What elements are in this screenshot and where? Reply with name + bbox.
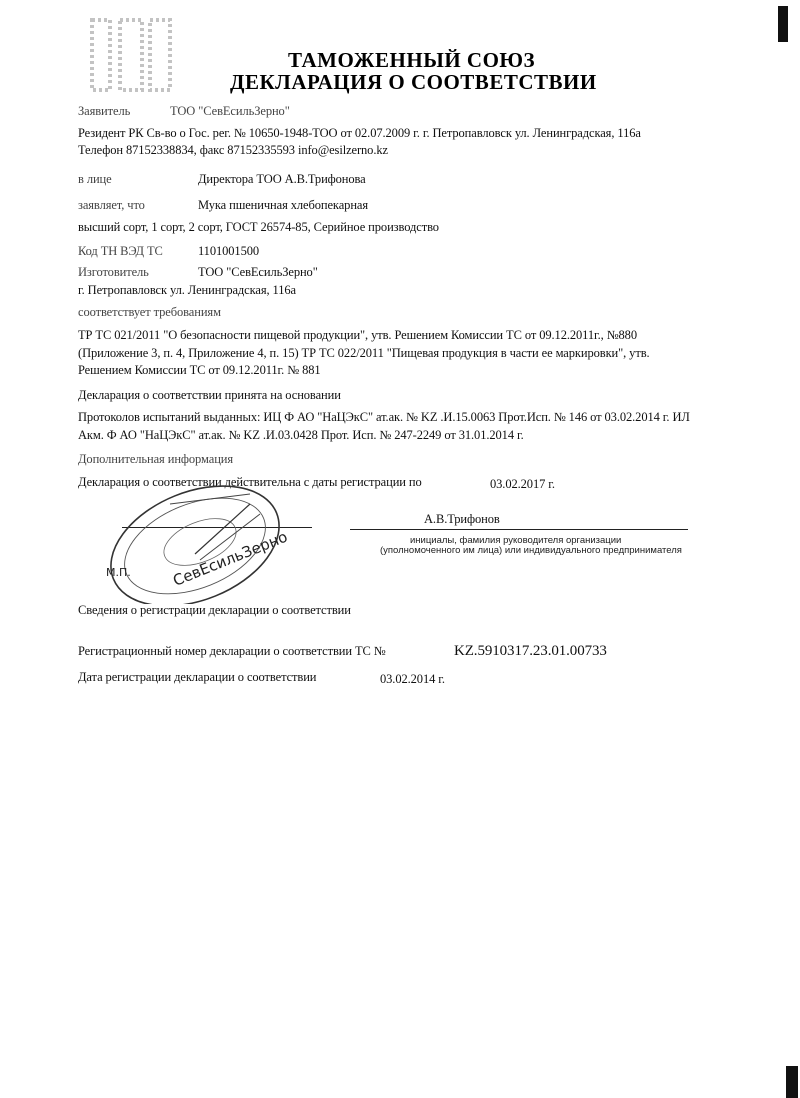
product-line-2: высший сорт, 1 сорт, 2 сорт, ГОСТ 26574-85, Серийное производство xyxy=(78,220,439,234)
person-label: в лице xyxy=(78,172,112,186)
person-value: Директора ТОО А.В.Трифонова xyxy=(198,172,366,186)
signature-caption-2: (уполномоченного им лица) или индивидуального предпринимателя xyxy=(380,545,682,556)
manufacturer-value: ТОО "СевЕсильЗерно" xyxy=(198,265,318,279)
svg-text:СевЕсильЗерно: СевЕсильЗерно xyxy=(170,527,290,590)
additional-info-label: Дополнительная информация xyxy=(78,452,234,466)
basis-label: Декларация о соответствии принята на основании xyxy=(78,388,341,402)
signature-line xyxy=(350,529,688,530)
applicant-label: Заявитель xyxy=(78,104,131,118)
eac-logo xyxy=(86,12,176,100)
registration-number-label: Регистрационный номер декларации о соответствии ТС № xyxy=(78,644,386,658)
signature-caption-1: инициалы, фамилия руководителя организации xyxy=(410,535,622,546)
basis-line-1: Протоколов испытаний выданных: ИЦ Ф АО "НаЦЭкС" ат.ак. № KZ .И.15.0063 Прот.Исп. № 146 от 03.02.2014 г. ИЛ xyxy=(78,410,690,424)
signatory-name: А.В.Трифонов xyxy=(424,512,500,526)
product-label: заявляет, что xyxy=(78,198,145,212)
validity-date: 03.02.2017 г. xyxy=(490,477,555,491)
manufacturer-label: Изготовитель xyxy=(78,265,149,279)
compliance-label: соответствует требованиям xyxy=(78,305,221,319)
registration-date-label: Дата регистрации декларации о соответствии xyxy=(78,670,317,684)
compliance-line-2: (Приложение 3, п. 4, Приложение 4, п. 15) ТР ТС 022/2011 "Пищевая продукция в части ее маркировки", утв. xyxy=(78,346,650,360)
svg-text:М.П.: М.П. xyxy=(106,566,131,579)
registration-section-label: Сведения о регистрации декларации о соответствии xyxy=(78,603,351,617)
applicant-resident-line: Резидент РК Св-во о Гос. рег. № 10650-1948-ТОО от 02.07.2009 г. г. Петропавловск ул. Ленинградская, 116а xyxy=(78,126,641,140)
title-line-2: ДЕКЛАРАЦИЯ О СООТВЕТСТВИИ xyxy=(230,70,597,94)
company-stamp xyxy=(100,484,290,604)
basis-line-2: Акм. Ф АО "НаЦЭкС" ат.ак. № KZ .И.03.0428 Прот. Исп. № 247-2249 от 31.01.2014 г. xyxy=(78,428,524,442)
scan-edge-mark-top xyxy=(778,6,788,42)
validity-label: Декларация о соответствии действительна с даты регистрации по xyxy=(78,475,422,489)
tnved-value: 1101001500 xyxy=(198,244,260,258)
registration-date-value: 03.02.2014 г. xyxy=(380,672,445,686)
registration-number-value: KZ.5910317.23.01.00733 xyxy=(454,643,607,659)
applicant-contacts-line: Телефон 87152338834, факс 87152335593 info@esilzerno.kz xyxy=(78,143,388,157)
compliance-line-3: Решением Комиссии ТС от 09.12.2011г. № 881 xyxy=(78,363,321,377)
applicant-name: ТОО "СевЕсильЗерно" xyxy=(170,104,290,118)
product-value: Мука пшеничная хлебопекарная xyxy=(198,198,369,212)
manufacturer-address: г. Петропавловск ул. Ленинградская, 116а xyxy=(78,283,296,297)
scan-edge-mark-bottom xyxy=(786,1066,798,1098)
compliance-line-1: ТР ТС 021/2011 "О безопасности пищевой продукции", утв. Решением Комиссии ТС от 09.12.2011г., №880 xyxy=(78,328,637,342)
title-line-1: ТАМОЖЕННЫЙ СОЮЗ xyxy=(288,48,536,72)
tnved-label: Код ТН ВЭД ТС xyxy=(78,244,163,258)
